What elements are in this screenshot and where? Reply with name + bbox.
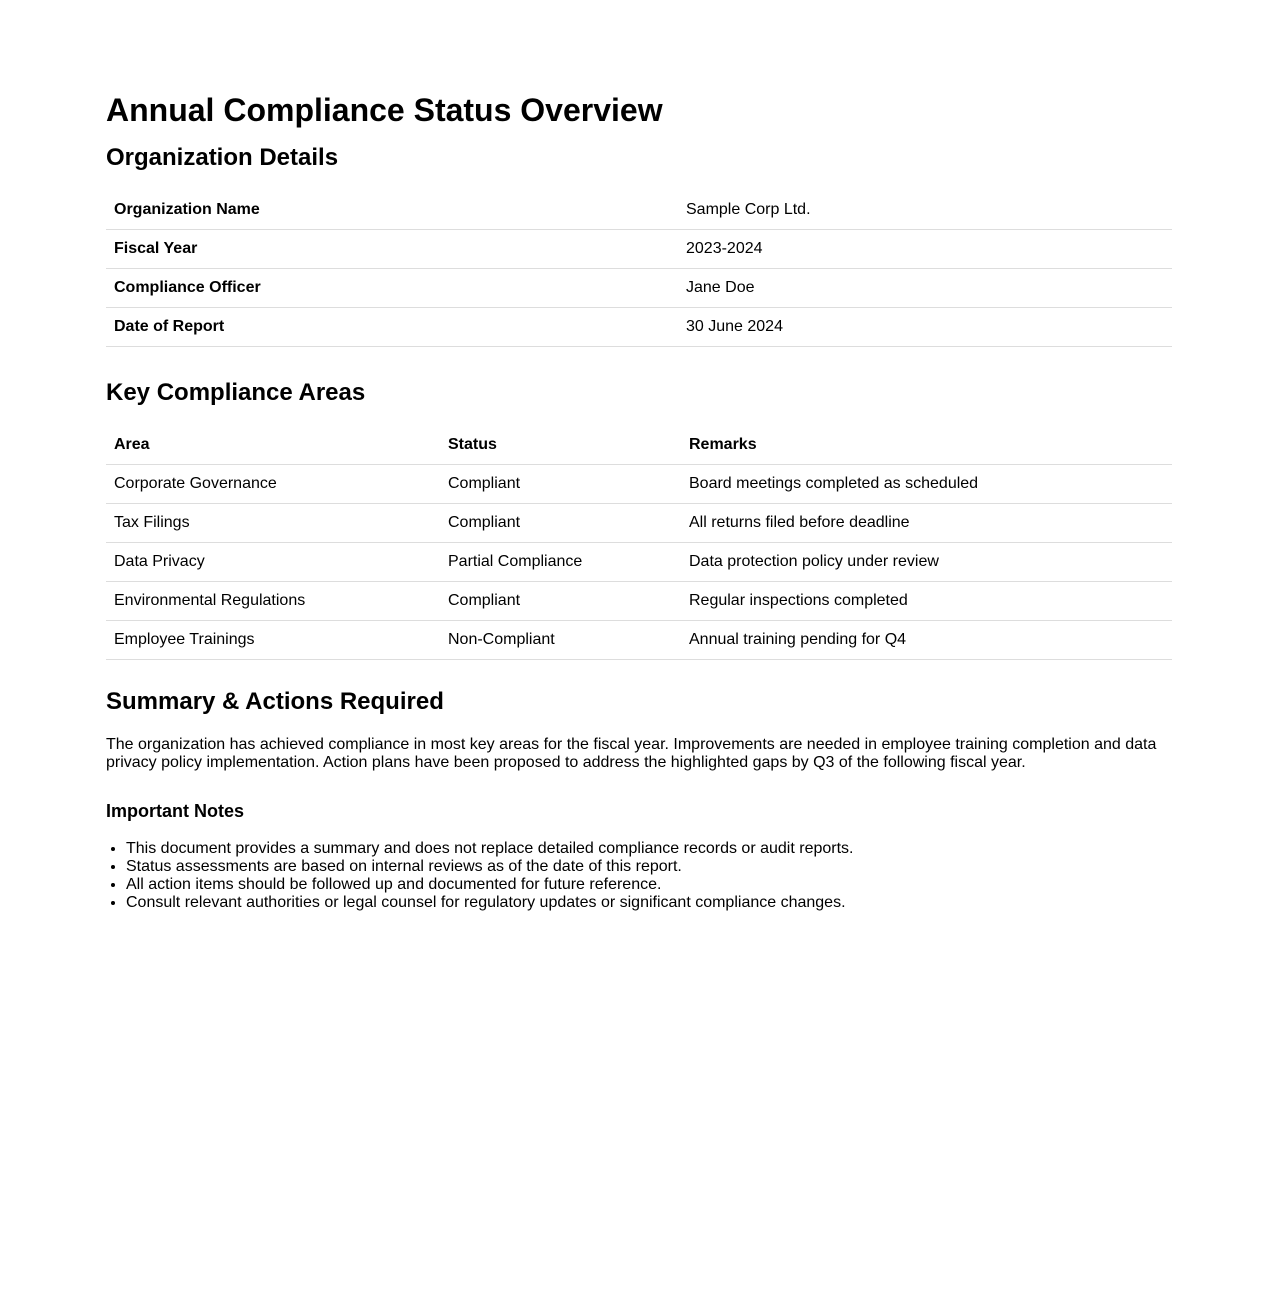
detail-value: Jane Doe [678, 269, 1172, 308]
status-cell: Compliant [440, 504, 681, 543]
detail-value: Sample Corp Ltd. [678, 191, 1172, 230]
remarks-cell: Board meetings completed as scheduled [681, 465, 1172, 504]
detail-label: Compliance Officer [106, 269, 678, 308]
compliance-areas-table [106, 426, 1172, 660]
status-cell: Non-Compliant [440, 621, 681, 660]
detail-value: 2023-2024 [678, 230, 1172, 269]
area-cell: Employee Trainings [106, 621, 440, 660]
column-header-remarks: Remarks [681, 426, 1172, 465]
table-row [106, 504, 1172, 543]
list-item: • This document provides a summary and does not replace detailed compliance records or audit reports. [126, 840, 1172, 858]
page-title: Annual Compliance Status Overview [106, 92, 663, 128]
remarks-cell: All returns filed before deadline [681, 504, 1172, 543]
remarks-cell: Annual training pending for Q4 [681, 621, 1172, 660]
table-row [106, 465, 1172, 504]
detail-value: 30 June 2024 [678, 308, 1172, 347]
summary-paragraph: The organization has achieved compliance in most key areas for the fiscal year. Improvements are needed in employee training completion and data privacy policy implementation. Action plans have been proposed to address the highlighted gaps by Q3 of the following fiscal year. [106, 736, 1157, 771]
area-cell: Tax Filings [106, 504, 440, 543]
status-cell: Compliant [440, 465, 681, 504]
table-row [106, 582, 1172, 621]
table-row [106, 230, 1172, 269]
detail-label: Fiscal Year [106, 230, 678, 269]
detail-label: Organization Name [106, 191, 678, 230]
important-notes-heading: Important Notes [106, 801, 245, 821]
table-header-row [106, 426, 1172, 465]
area-cell: Data Privacy [106, 543, 440, 582]
table-row [106, 269, 1172, 308]
status-cell: Compliant [440, 582, 681, 621]
remarks-cell: Regular inspections completed [681, 582, 1172, 621]
table-row [106, 543, 1172, 582]
summary-heading: Summary & Actions Required [106, 688, 444, 715]
area-cell: Environmental Regulations [106, 582, 440, 621]
list-item: • All action items should be followed up and documented for future reference. [126, 876, 1172, 894]
column-header-area: Area [106, 426, 440, 465]
organization-details-table [106, 191, 1172, 347]
status-cell: Partial Compliance [440, 543, 681, 582]
organization-details-heading: Organization Details [106, 144, 339, 171]
table-row [106, 191, 1172, 230]
area-cell: Corporate Governance [106, 465, 440, 504]
remarks-cell: Data protection policy under review [681, 543, 1172, 582]
key-compliance-areas-heading: Key Compliance Areas [106, 379, 366, 406]
column-header-status: Status [440, 426, 681, 465]
list-item: • Status assessments are based on internal reviews as of the date of this report. [126, 858, 1172, 876]
important-notes-list [106, 840, 1172, 912]
detail-label: Date of Report [106, 308, 678, 347]
table-row [106, 308, 1172, 347]
table-row [106, 621, 1172, 660]
list-item: • Consult relevant authorities or legal counsel for regulatory updates or significant compliance changes. [126, 894, 1172, 912]
